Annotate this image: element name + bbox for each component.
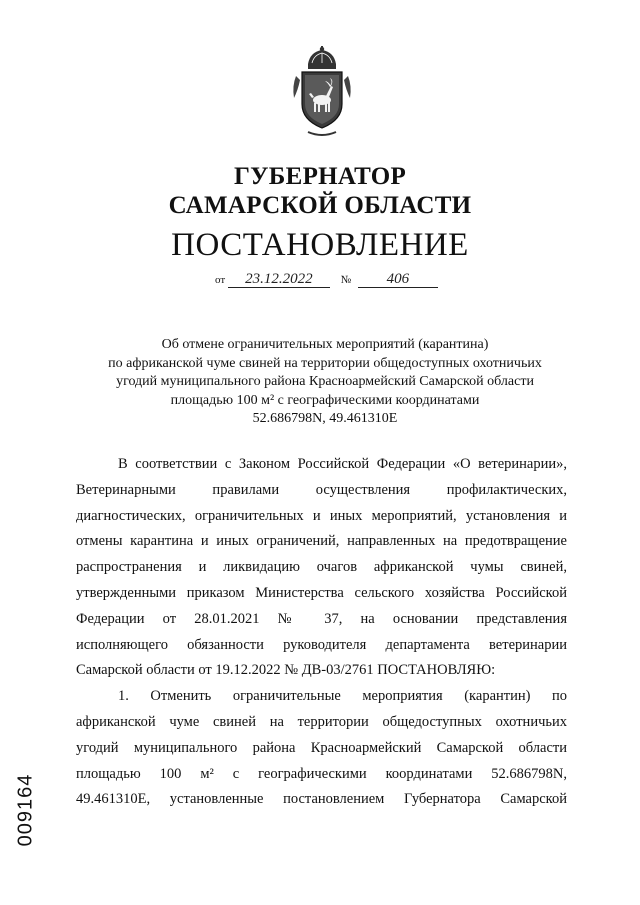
document-type: ПОСТАНОВЛЕНИЕ bbox=[171, 227, 469, 263]
document-body bbox=[76, 452, 567, 813]
subject-line: по африканской чуме свиней на территории общедоступных охотничьих bbox=[108, 355, 542, 371]
body-line: утвержденными приказом Министерства сельского хозяйства Российской bbox=[76, 584, 567, 601]
date-prefix: от bbox=[215, 274, 226, 286]
body-line: распространения и ликвидацию очагов африканской чумы свиней, bbox=[76, 559, 567, 576]
subject-line: площадью 100 м² с географическими координатами bbox=[170, 392, 480, 408]
body-line: Самарской области от 19.12.2022 № ДВ-03/2761 ПОСТАНОВЛЯЮ: bbox=[76, 662, 496, 679]
number-prefix: № bbox=[340, 274, 352, 286]
body-line: Ветеринарными правилами осуществления профилактических, bbox=[76, 481, 567, 498]
body-line: Федерации от 28.01.2021 № 37, на основании представления bbox=[76, 610, 567, 627]
subject-line: угодий муниципального района Красноармейский Самарской области bbox=[116, 374, 534, 390]
subject-line: 52.686798N, 49.461310E bbox=[252, 411, 398, 427]
registration-code-text: 009164 bbox=[14, 773, 37, 847]
date-value: 23.12.2022 bbox=[228, 272, 330, 288]
date-number-line bbox=[215, 272, 438, 288]
body-line: В соответствии с Законом Российской Федерации «О ветеринарии», bbox=[118, 456, 567, 472]
registration-code bbox=[16, 770, 36, 850]
body-line: африканской чуме свиней на территории общедоступных охотничьих bbox=[76, 713, 567, 730]
body-line: угодий муниципального района Красноармейский Самарской области bbox=[76, 739, 567, 756]
body-line: площадью 100 м² с географическими координатами 52.686798N, bbox=[76, 765, 567, 782]
samara-coat-of-arms bbox=[290, 46, 354, 138]
body-line: отмены карантина и иных ограничений, направленных на предотвращение bbox=[76, 533, 567, 550]
document-subject bbox=[80, 336, 570, 429]
issuer-title-line2: САМАРСКОЙ ОБЛАСТИ bbox=[168, 192, 472, 219]
subject-line: Об отмене ограничительных мероприятий (карантина) bbox=[161, 337, 489, 352]
body-line: 49.461310E, установленные постановлением Губернатора Самарской bbox=[76, 791, 567, 808]
body-line: исполняющего обязанности руководителя департамента ветеринарии bbox=[76, 636, 567, 653]
issuer-title-line1: ГУБЕРНАТОР bbox=[233, 163, 407, 190]
body-line: диагностических, ограничительных и иных мероприятий, установления и bbox=[76, 507, 567, 524]
number-value: 406 bbox=[358, 272, 438, 288]
body-line: 1. Отменить ограничительные мероприятия (карантин) по bbox=[118, 688, 567, 705]
